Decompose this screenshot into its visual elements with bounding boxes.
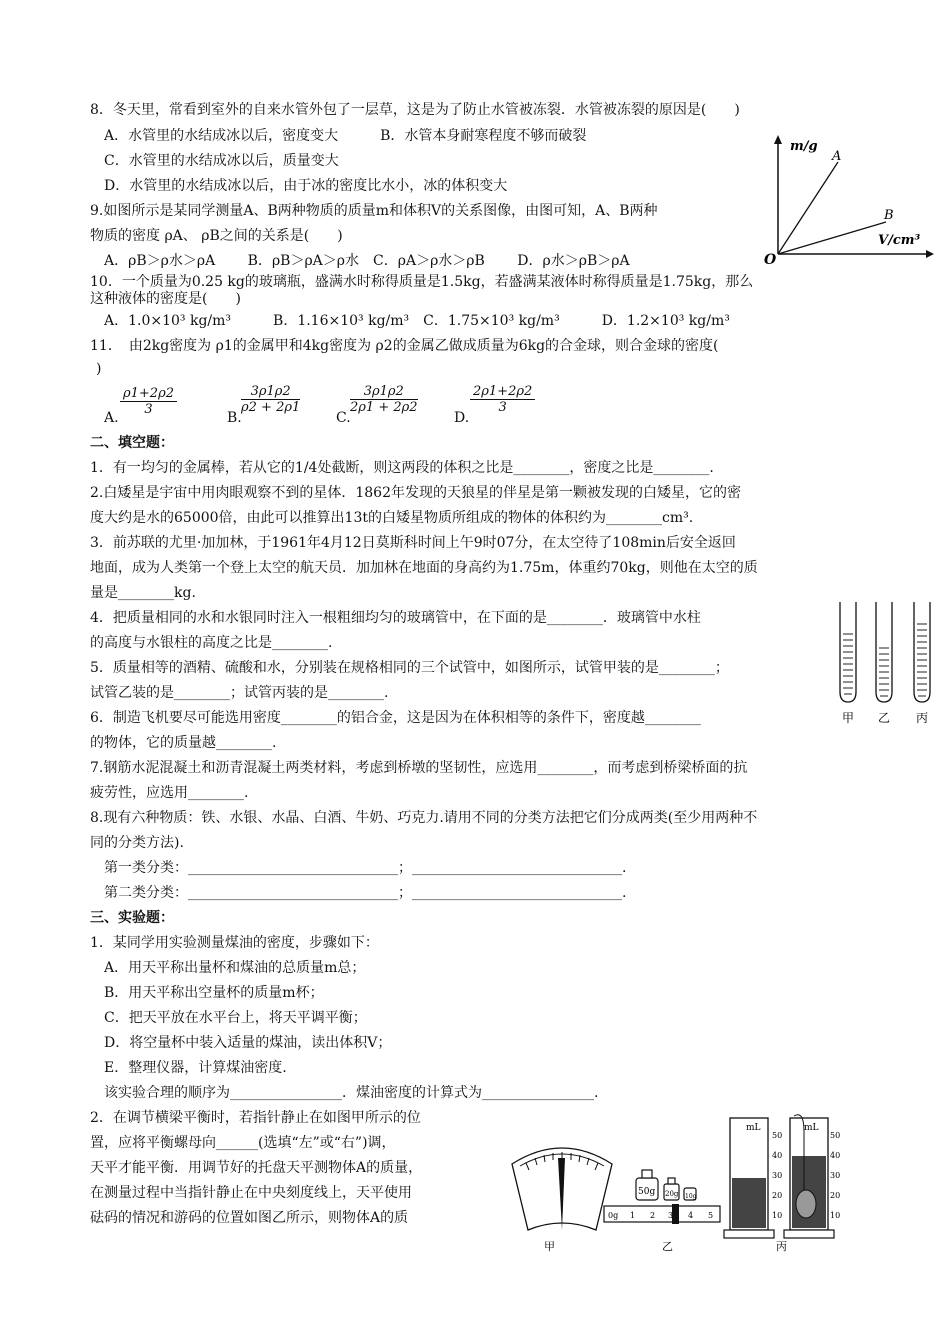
line-a-label: A [832,149,842,164]
svg-text:10: 10 [830,1211,840,1220]
q8-options-ab: A．水管里的水结成冰以后，密度变大 B．水管本身耐寒程度不够而破裂 [104,128,587,144]
q11-option-d-fraction [470,384,535,415]
q9-stem: 9.如图所示是某同学测量A、B两种物质的质量m和体积V的关系图像，由图可知，A、B两种 [90,203,658,219]
svg-text:20: 20 [830,1191,840,1200]
tube-label-jia: 甲 [842,711,855,725]
q10-options: A．1.0×10³ kg/m³ B．1.16×10³ kg/m³ C．1.75×10³ kg/m³ D．1.2×10³ kg/m³ [104,313,730,329]
q9-stem-cont: 物质的密度 ρA、 ρB之间的关系是( ) [90,228,343,244]
exp-q2-cont4: 砝码的情况和游码的位置如图乙所示，则物体A的质 [90,1210,409,1226]
balance-dial [512,1148,612,1253]
measuring-cylinder-right [784,1115,834,1238]
tube-label-bing: 丙 [916,711,929,725]
line-a [778,162,838,254]
figure-label-yi: 乙 [662,1240,673,1253]
q10-stem: 10．一个质量为0.25 kg的玻璃瓶，盛满水时称得质量是1.5kg，若盛满某液体时称得质量是1.75kg，那么 [90,274,754,290]
exp-q1-step-c: C．把天平放在水平台上，将天平调平衡； [104,1010,367,1026]
test-tubes-figure [826,596,944,730]
fraction-numerator: ρ1+2ρ2 [120,386,177,402]
q10-stem-cont: 这种液体的密度是( ) [90,291,241,307]
exp-q1-step-d: D．将空量杯中装入适量的煤油，读出体积V； [104,1035,392,1051]
exp-q2-cont3: 在测量过程中当指针静止在中央刻度线上，天平使用 [90,1185,412,1201]
fill-q4: 4．把质量相同的水和水银同时注入一根粗细均匀的玻璃管中，在下面的是________．玻璃管中水柱 [90,610,701,626]
rider-tick-label: 4 [688,1211,694,1220]
q9-options: A．ρB＞ρ水＞ρA B．ρB＞ρA＞ρ水 C．ρA＞ρ水＞ρB D．ρ水＞ρB＞ρA [104,253,630,269]
fill-q8: 8.现有六种物质：铁、水银、水晶、白酒、牛奶、巧克力.请用不同的分类方法把它们分成两类(至少用两种不 [90,810,758,826]
fraction-numerator: 3ρ1ρ2 [241,384,300,400]
svg-text:30: 30 [830,1171,840,1180]
section-experiment-heading: 三、实验题： [90,910,174,926]
fill-q8-class1: 第一类分类：______________________________；______________________________. [104,860,627,876]
fill-q5-cont: 试管乙装的是________；试管丙装的是________. [90,685,389,701]
q11-stem: 11． 由2kg密度为 ρ1的金属甲和4kg密度为 ρ2的金属乙做成质量为6kg的合金球，则合金球的密度( [90,338,719,354]
figure-label-bing: 丙 [776,1240,787,1253]
tube-jia [840,602,856,702]
exp-q2-cont: 置，应将平衡螺母向______(选填“左”或“右”)调， [90,1135,396,1151]
line-b [778,222,886,254]
y-axis-label: m/g [790,139,818,154]
fraction-denominator: 2ρ1 + 2ρ2 [350,400,418,415]
svg-text:40: 40 [772,1151,783,1160]
q11-stem-cont: ) [96,361,102,377]
exp-q1-step-e: E．整理仪器，计算煤油密度. [104,1060,287,1076]
exp-q1: 1．某同学用实验测量煤油的密度，步骤如下： [90,935,379,951]
weight-10g-label: 10g [685,1193,697,1200]
fraction-denominator: 3 [144,402,153,417]
fill-q2-cont: 度大约是水的65000倍，由此可以推算出13t的白矮星物质所组成的物体的体积约为________cm³. [90,510,694,526]
q8-stem: 8．冬天里，常看到室外的自来水管外包了一层草，这是为了防止水管被冻裂．水管被冻裂的原因是( ) [90,102,740,118]
svg-text:20: 20 [772,1191,783,1200]
weights-and-rider [604,1170,720,1253]
svg-text:50: 50 [830,1131,840,1140]
fill-q6-cont: 的物体，它的质量越________. [90,735,277,751]
line-b-label: B [884,208,894,223]
svg-text:30: 30 [772,1171,783,1180]
fill-q3: 3．前苏联的尤里·加加林，于1961年4月12日莫斯科时间上午9时07分，在太空待了108min后安全返回 [90,535,736,551]
weight-20g-label: 20g [665,1190,679,1198]
exp-q1-step-b: B．用天平称出空量杯的质量m杯； [104,985,324,1001]
q11-option-d-letter: D. [454,410,470,426]
fill-q6: 6．制造飞机要尽可能选用密度________的铝合金，这是因为在体积相等的条件下，密度越________ [90,710,701,726]
fill-q7: 7.钢筋水泥混凝土和沥青混凝土两类材料，考虑到桥墩的坚韧性，应选用________，而考虑到桥梁桥面的抗 [90,760,748,776]
q8-option-c: C．水管里的水结成冰以后，质量变大 [104,153,339,169]
origin-label: O [764,252,777,268]
cylinder-unit-label: mL [746,1123,761,1133]
x-axis-arrow [926,250,934,258]
rider-tick-label: 2 [650,1211,656,1220]
section-fill-in-heading: 二、填空题： [90,435,174,451]
mass-volume-graph [756,132,936,268]
exp-q2: 2．在调节横梁平衡时，若指针静止在如图甲所示的位 [90,1110,421,1126]
fraction-denominator: ρ2 + 2ρ1 [241,400,301,415]
rider-scale [604,1206,720,1222]
q11-option-b-letter: B. [227,410,242,426]
fill-q1: 1．有一均匀的金属棒，若从它的1/4处截断，则这两段的体积之比是________，密度之比是________. [90,460,714,476]
q11-option-a-letter: A. [104,410,119,426]
figure-label-jia: 甲 [544,1240,555,1253]
rider-tick-label: 3 [668,1211,674,1220]
exp-q1-answer: 该实验合理的顺序为________________．煤油密度的计算式为________________. [104,1085,599,1101]
tube-bing [914,602,930,702]
fill-q4-cont: 的高度与水银柱的高度之比是________. [90,635,333,651]
fraction-numerator: 2ρ1+2ρ2 [470,384,535,400]
q8-option-d: D．水管里的水结成冰以后，由于冰的密度比水小，冰的体积变大 [104,178,508,194]
rider-tick-label: 1 [630,1211,636,1220]
svg-text:40: 40 [830,1151,840,1160]
fill-q7-cont: 疲劳性，应选用________. [90,785,249,801]
fill-q3-cont2: 量是________kg. [90,585,196,601]
exp-q1-step-a: A．用天平称出量杯和煤油的总质量m总； [104,960,366,976]
x-axis-label: V/cm³ [878,233,921,248]
q11-option-c-fraction [350,384,418,415]
rider-tick-label: 0g [608,1211,619,1220]
tube-yi [876,602,892,702]
weight-50g-label: 50g [638,1187,656,1197]
fill-q5: 5．质量相等的酒精、硫酸和水，分别装在规格相同的三个试管中，如图所示，试管甲装的是________； [90,660,729,676]
exp-q2-cont2: 天平才能平衡．用调节好的托盘天平测物体A的质量， [90,1160,423,1176]
q11-option-a-fraction [120,386,177,417]
cylinder-unit-label: mL [804,1123,819,1133]
q11-option-b-fraction [241,384,300,415]
q11-option-c-letter: C. [336,410,351,426]
fraction-denominator: 3 [498,400,507,415]
tube-label-yi: 乙 [878,711,891,725]
fill-q8-cont: 同的分类方法). [90,835,184,851]
balance-pointer [558,1158,565,1230]
svg-text:10: 10 [772,1211,783,1220]
svg-text:50: 50 [772,1131,783,1140]
measuring-cylinder-left [724,1118,774,1238]
fill-q2: 2.白矮星是宇宙中用肉眼观察不到的星体．1862年发现的天狼星的伴星是第一颗被发现的白矮星，它的密 [90,485,741,501]
fill-q8-class2: 第二类分类：______________________________；______________________________. [104,885,627,901]
rider-tick-label: 5 [708,1211,714,1220]
balance-apparatus-figure [504,1112,840,1254]
fill-q3-cont: 地面，成为人类第一个登上太空的航天员．加加林在地面的身高约为1.75m，体重约70kg，则他在太空的质 [90,560,758,576]
y-axis-arrow [774,135,782,144]
fraction-numerator: 3ρ1ρ2 [350,384,418,400]
